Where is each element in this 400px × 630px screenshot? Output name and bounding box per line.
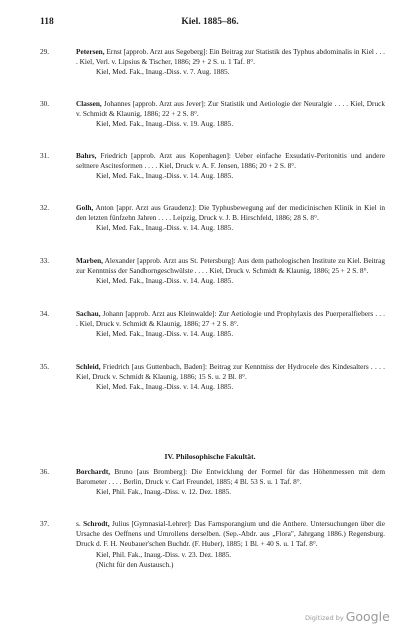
entry-32 bbox=[40, 203, 385, 234]
entry-text: Anton [appr. Arzt aus Graudenz]: Die Typhusbewegung auf der medicinischen Klinik in Kiel in den letzten fünfzehn Jahren . . . . Leipzig, Druck v. J. B. Hirschfeld, 1886; 28 S. 8°. bbox=[76, 203, 385, 223]
entry-body bbox=[76, 519, 385, 550]
entry-text: Alexander [approb. Arzt aus St. Petersburg]: Aus dem pathologischen Institute zu Kiel. Beitrag zur Kenntniss der Sandhorngeschwülste . . . . Kiel, Druck v. Schmidt & Klaunig, 1886; 25 + 2 S. 8°. bbox=[76, 256, 385, 276]
entry-note: Kiel, Phil. Fak., Inaug.-Diss. v. 12. Dez. 1885. bbox=[96, 487, 232, 497]
entry-number: 30. bbox=[40, 99, 50, 108]
entry-number: 31. bbox=[40, 151, 50, 160]
entry-note: Kiel, Med. Fak., Inaug.-Diss. v. 14. Aug. 1885. bbox=[96, 171, 234, 181]
entry-text: Friedrich [approb. Arzt aus Kopenhagen]: Ueber einfache Exsudativ-Peritonitis und andere seltnere Ascitesformen . . . . Kiel, Druck v. A. F. Jensen, 1886; 20 + 2 S. 8°. bbox=[76, 151, 385, 171]
entry-body bbox=[76, 151, 385, 171]
section-heading: IV. Philosophische Fakultät. bbox=[164, 452, 256, 461]
entry-number: 36. bbox=[40, 467, 50, 476]
author-name: Classen, bbox=[76, 99, 102, 108]
entry-body bbox=[76, 467, 385, 487]
entry-number: 32. bbox=[40, 203, 50, 212]
entry-body bbox=[76, 203, 385, 223]
entry-35 bbox=[40, 362, 385, 393]
author-name: Borchardt, bbox=[76, 467, 111, 476]
watermark-logo: Google bbox=[345, 609, 390, 624]
entry-number: 37. bbox=[40, 519, 50, 528]
entry-body bbox=[76, 99, 385, 119]
entry-prefix: s. bbox=[76, 519, 84, 528]
entry-number: 34. bbox=[40, 309, 50, 318]
entry-body bbox=[76, 256, 385, 276]
author-name: Sachau, bbox=[76, 309, 101, 318]
entry-31 bbox=[40, 151, 385, 182]
google-watermark bbox=[305, 606, 390, 625]
entry-29 bbox=[40, 47, 385, 78]
entry-note-exchange: (Nicht für den Austausch.) bbox=[96, 559, 174, 569]
entry-note: Kiel, Phil. Fak., Inaug.-Diss. v. 23. Dez. 1885. bbox=[96, 549, 232, 559]
entry-text: Bruno [aus Bromberg]: Die Entwicklung der Formel für das Höhenmessen mit dem Barometer . . . . Berlin, Druck v. Carl Freundel, 1885; 4 Bl. 53 S. u. 1 Taf. 8°. bbox=[76, 467, 385, 487]
page-number: 118 bbox=[40, 17, 54, 27]
entry-note: Kiel, Med. Fak., Inaug.-Diss. v. 14. Aug. 1885. bbox=[96, 223, 234, 233]
entry-text: Ernst [approb. Arzt aus Segeberg]: Ein Beitrag zur Statistik des Typhus abdominalis in Kiel . . . . Kiel, Verl. v. Lipsius & Tischer, 1886; 29 + 2 S. u. 1 Taf. 8°. bbox=[76, 47, 385, 67]
entry-30 bbox=[40, 99, 385, 130]
entry-36 bbox=[40, 467, 385, 498]
watermark-prefix: Digitized by bbox=[305, 614, 344, 622]
entry-body bbox=[76, 362, 385, 382]
author-name: Schleid, bbox=[76, 362, 101, 371]
entry-note: Kiel, Med. Fak., Inaug.-Diss. v. 14. Aug. 1885. bbox=[96, 382, 234, 392]
entry-number: 29. bbox=[40, 47, 50, 56]
entry-body bbox=[76, 309, 385, 329]
running-title: Kiel. 1885–86. bbox=[181, 17, 239, 27]
entry-text: Johannes [approb. Arzt aus Jever]: Zur Statistik und Aetiologie der Neuralgie . . . . Kiel, Druck v. Schmidt & Klaunig, 1886; 22 + 2 S. 8°. bbox=[76, 99, 385, 119]
entry-note: Kiel, Med. Fak., Inaug.-Diss. v. 7. Aug. 1885. bbox=[96, 67, 230, 77]
author-name: Petersen, bbox=[76, 47, 105, 56]
entry-34 bbox=[40, 309, 385, 340]
author-name: Schrodt, bbox=[83, 519, 110, 528]
running-header bbox=[40, 17, 380, 31]
entry-text: Johann [approb. Arzt aus Kleinwalde]: Zur Aetiologie und Prophylaxis des Puerperalfiebers . . . . Kiel, Druck v. Schmidt & Klaunig, 1886; 27 + 2 S. 8°. bbox=[76, 309, 385, 329]
entry-number: 33. bbox=[40, 256, 50, 265]
entry-note: Kiel, Med. Fak., Inaug.-Diss. v. 14. Aug. 1885. bbox=[96, 329, 234, 339]
entry-note: Kiel, Med. Fak., Inaug.-Diss. v. 19. Aug. 1885. bbox=[96, 119, 234, 129]
entry-33 bbox=[40, 256, 385, 287]
entry-text: Friedrich [aus Guttenbach, Baden]: Beitrag zur Kenntniss der Hydrocele des Kindesalters . . . . Kiel, Druck v. Schmidt & Klaunig, 1886; 15 S. u. 2 Bl. 8°. bbox=[76, 362, 385, 382]
entry-37 bbox=[40, 519, 385, 570]
author-name: Golh, bbox=[76, 203, 94, 212]
author-name: Marben, bbox=[76, 256, 103, 265]
author-name: Bahrs, bbox=[76, 151, 97, 160]
entry-note: Kiel, Med. Fak., Inaug.-Diss. v. 14. Aug. 1885. bbox=[96, 276, 234, 286]
entry-body bbox=[76, 47, 385, 67]
entry-text: Julius [Gymnasial-Lehrer]: Das Farnsporangium und die Anthere. Untersuchungen über die Ursache des Oeffnens und Umrollens derselben. (Sep.-Abdr. aus „Flora", Jahrgang 1886.) Regensburg. Druck d. F. H. Neubauer'schen Buchdr. (F. Huber), 1885; 1 Bl. + 40 S. u. 1 Taf. 8°. bbox=[76, 519, 385, 549]
entry-number: 35. bbox=[40, 362, 50, 371]
